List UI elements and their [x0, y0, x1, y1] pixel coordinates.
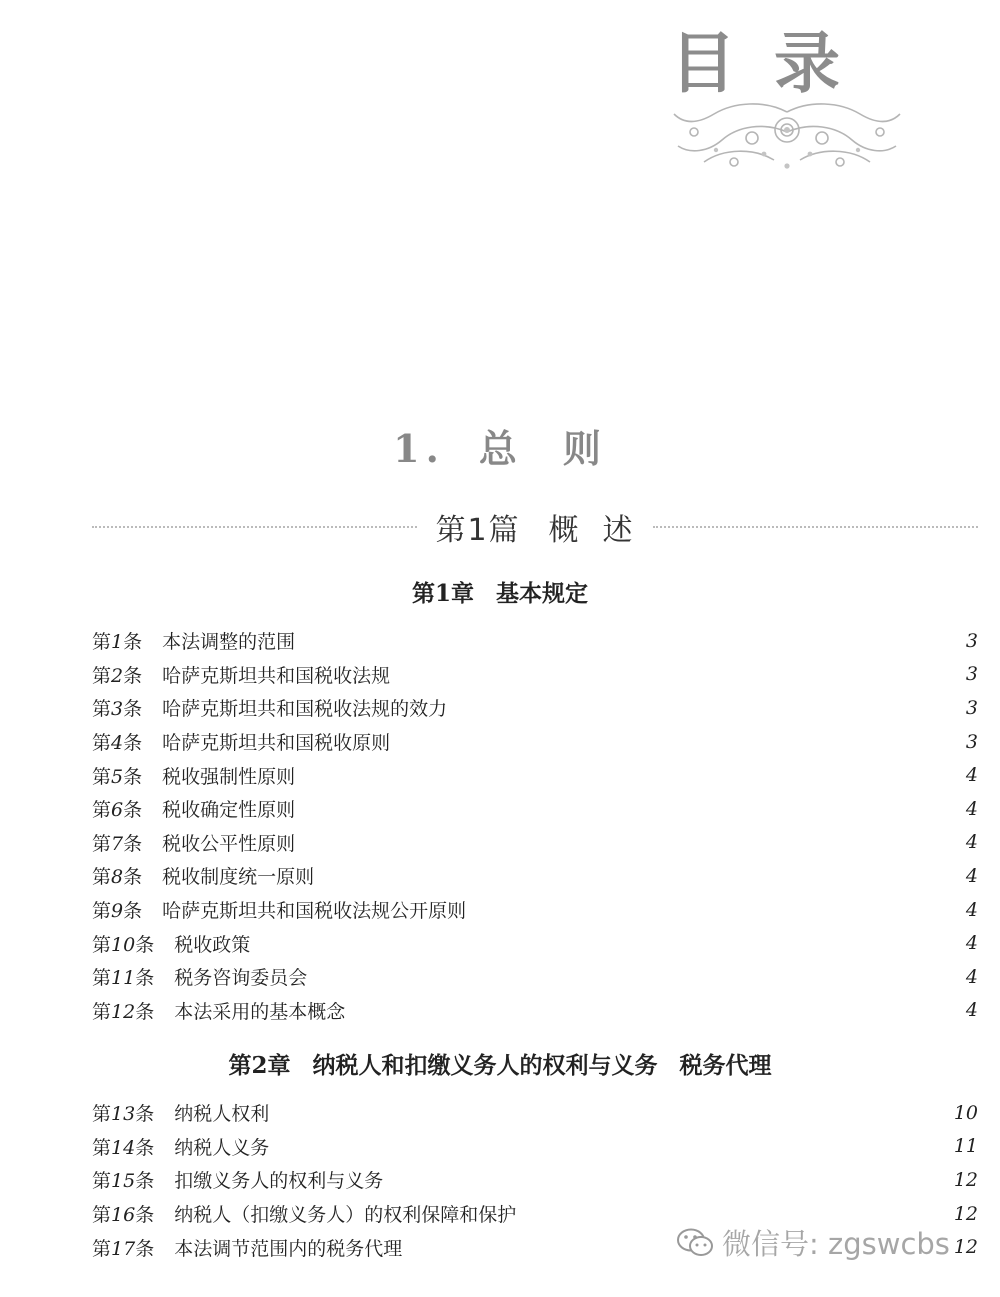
page-number: 12: [953, 1168, 978, 1191]
page-number: 3: [965, 696, 978, 719]
article-number: 第6条: [92, 799, 143, 822]
article-number: 第10条: [92, 933, 155, 956]
article-number: 第2条: [92, 664, 143, 687]
part-word-1: 总: [478, 426, 523, 471]
article-number: 第1条: [92, 631, 143, 654]
page-number: 4: [965, 831, 978, 854]
article-number: 第15条: [92, 1170, 155, 1193]
chapter-2-name-2: 税务代理: [679, 1052, 772, 1079]
toc-entry[interactable]: [92, 960, 978, 994]
chapter-1-name: 基本规定: [496, 580, 588, 607]
article-title: 纳税人义务: [174, 1136, 270, 1159]
article-title: 本法采用的基本概念: [174, 1000, 346, 1023]
section-title-row: [92, 505, 978, 549]
article-title: 扣缴义务人的权利与义务: [174, 1170, 384, 1193]
part-number: 1.: [393, 426, 445, 471]
article-number: 第13条: [92, 1103, 155, 1126]
page-number: 4: [965, 898, 978, 921]
wechat-watermark: [676, 1222, 950, 1263]
toc-entry[interactable]: [92, 792, 978, 826]
toc-entry[interactable]: [92, 725, 978, 759]
article-number: 第17条: [92, 1237, 155, 1260]
article-title: 税务咨询委员会: [174, 967, 308, 990]
article-number: 第11条: [92, 967, 155, 990]
article-number: 第16条: [92, 1204, 155, 1227]
page-number: 4: [965, 999, 978, 1022]
page-number: 12: [953, 1202, 978, 1225]
toc-entry[interactable]: [92, 1096, 978, 1130]
article-title: 哈萨克斯坦共和国税收原则: [162, 732, 391, 755]
page-number: 12: [953, 1236, 978, 1259]
toc-entry[interactable]: [92, 893, 978, 927]
toc-entry[interactable]: [92, 994, 978, 1028]
page-number: 4: [965, 797, 978, 820]
article-title: 税收公平性原则: [162, 832, 296, 855]
article-title: 税收强制性原则: [162, 765, 296, 788]
toc-entry[interactable]: [92, 826, 978, 860]
article-number: 第9条: [92, 900, 143, 923]
article-number: 第14条: [92, 1136, 155, 1159]
article-title: 本法调整的范围: [162, 631, 296, 654]
page-number: 4: [965, 965, 978, 988]
article-title: 哈萨克斯坦共和国税收法规的效力: [162, 698, 448, 721]
chapter-1-label: 第1章: [411, 580, 474, 607]
article-title: 哈萨克斯坦共和国税收法规公开原则: [162, 900, 467, 923]
article-title: 税收制度统一原则: [162, 866, 315, 889]
toc-entry[interactable]: [92, 926, 978, 960]
article-number: 第3条: [92, 698, 143, 721]
toc-entry[interactable]: [92, 758, 978, 792]
ornament-flourish: [664, 92, 910, 182]
watermark-text: 微信号: zgswcbs: [722, 1227, 950, 1261]
page-heading: 目录: [670, 24, 878, 102]
article-number: 第8条: [92, 866, 143, 889]
page-number: 4: [965, 932, 978, 955]
page-number: 3: [965, 629, 978, 652]
article-number: 第12条: [92, 1000, 155, 1023]
toc-entry[interactable]: [92, 859, 978, 893]
page-number: 10: [953, 1101, 978, 1124]
page-number: 3: [965, 663, 978, 686]
article-title: 纳税人权利: [174, 1103, 270, 1126]
article-title: 税收政策: [174, 933, 251, 956]
toc-entry[interactable]: [92, 624, 978, 658]
toc-entry[interactable]: [92, 658, 978, 692]
article-number: 第7条: [92, 832, 143, 855]
article-number: 第5条: [92, 765, 143, 788]
page-number: 11: [953, 1135, 978, 1158]
toc-entry[interactable]: [92, 1163, 978, 1197]
article-title: 税收确定性原则: [162, 799, 296, 822]
dotted-rule-left: [92, 526, 417, 528]
chapter-1-toc: [92, 624, 978, 1027]
toc-entry[interactable]: [92, 691, 978, 725]
toc-entry[interactable]: [92, 1130, 978, 1164]
part-word-2: 则: [562, 426, 607, 471]
article-title: 纳税人（扣缴义务人）的权利保障和保护: [174, 1204, 517, 1227]
part-title: [0, 418, 1000, 473]
chapter-1-title: [0, 575, 1000, 608]
article-title: 哈萨克斯坦共和国税收法规: [162, 664, 391, 687]
section-title: 第1篇 概 述: [435, 513, 635, 548]
chapter-2-name: 纳税人和扣缴义务人的权利与义务: [312, 1052, 658, 1079]
page-number: 3: [965, 730, 978, 753]
page-number: 4: [965, 864, 978, 887]
chapter-2-label: 第2章: [228, 1052, 291, 1079]
dotted-rule-right: [653, 526, 978, 528]
page-number: 4: [965, 764, 978, 787]
article-title: 本法调节范围内的税务代理: [174, 1237, 403, 1260]
chapter-2-title: [0, 1047, 1000, 1080]
article-number: 第4条: [92, 732, 143, 755]
wechat-icon: [676, 1227, 714, 1259]
